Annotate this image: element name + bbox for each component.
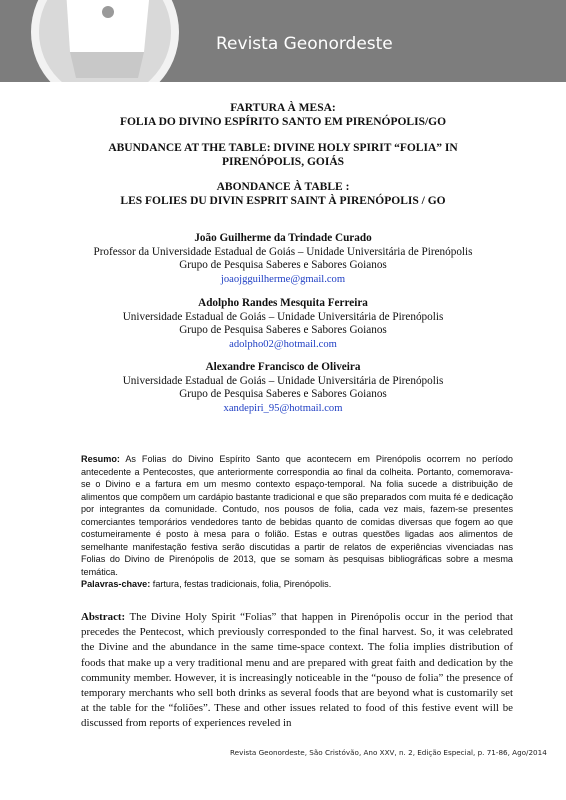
title-line: PIRENÓPOLIS, GOIÁS <box>221 156 345 168</box>
author-research-group: Grupo de Pesquisa Saberes e Sabores Goianos <box>179 388 387 401</box>
author-affiliation: Universidade Estadual de Goiás – Unidade Universitária de Pirenópolis <box>122 310 444 323</box>
author-block <box>40 297 526 351</box>
journal-logo-icon <box>0 0 200 82</box>
abstract-label: Abstract: <box>81 611 126 623</box>
page-footer: Revista Geonordeste, São Cristóvão, Ano XXV, n. 2, Edição Especial, p. 71-86, Ago/2014 <box>230 748 547 757</box>
author-email-link[interactable]: joaojgguilherme@gmail.com <box>220 273 346 285</box>
author-email-link[interactable]: adolpho02@hotmail.com <box>229 338 337 350</box>
resumo-text: As Folias do Divino Espírito Santo que acontecem em Pirenópolis ocorrem no período antecedente a Pentecostes, que anteriormente correspondia ao final da colheita. Portanto, comemorava-se o Divino e a fartura em um mesmo contexto espaço-temporal. Na folia sucede a distribuição de alimentos que compõem um cardápio bastante tradicional e que são preparados com muita fé e dedicação por integrantes da comunidade. Contudo, nos pousos de folia, cada vez mais, fazem-se presentes comerciantes temporários vendedores tanto de bebidas quanto de comidas diversas que fogem ao que costumeiramente é posto à mesa para o folião. Estas e outras questões ligadas aos alimentos de semelhante manifestação festiva serão discutidas a partir de relatos de experiências vivenciadas nas Folias do Divino de Pirenópolis de 2013, que se somam às pesquisas bibliográficas sobre a mesma temática. <box>81 454 513 577</box>
title-french <box>40 180 526 208</box>
author-name: João Guilherme da Trindade Curado <box>194 232 372 244</box>
title-line: ABUNDANCE AT THE TABLE: DIVINE HOLY SPIRIT “FOLIA” IN <box>108 142 458 154</box>
author-affiliation: Professor da Universidade Estadual de Goiás – Unidade Universitária de Pirenópolis <box>93 245 473 258</box>
title-line: LES FOLIES DU DIVIN ESPRIT SAINT À PIRENÓPOLIS / GO <box>120 195 446 207</box>
title-line: FOLIA DO DIVINO ESPÍRITO SANTO EM PIRENÓPOLIS/GO <box>119 116 447 128</box>
abstract-section <box>81 610 513 732</box>
author-block <box>40 232 526 286</box>
title-line: FARTURA À MESA: <box>230 102 336 114</box>
abstract-text: The Divine Holy Spirit “Folias” that happen in Pirenópolis occur in the period that precedes the Pentecost, which previously corresponded to the final harvest. So, it was celebrated the Divine and the abundance in the same time-space context. The folia implies distribution of foods that make up a very traditional menu and are prepared with great faith and dedication by the community member. However, it is increasingly noticeable in the “pouso de folia” the presence of temporary merchants who sell both drinks as several foods that are beyond what is customarily set at the table for the “foliões”. These and other issues related to food of this festive event will be discussed from reports of experiences reveled in <box>81 611 513 730</box>
title-english <box>40 141 526 169</box>
author-name: Adolpho Randes Mesquita Ferreira <box>198 297 368 309</box>
title-line: ABONDANCE À TABLE : <box>216 181 350 193</box>
resumo-label: Resumo: <box>81 454 120 464</box>
resumo-section <box>81 453 513 591</box>
journal-header-banner <box>0 0 566 82</box>
author-affiliation: Universidade Estadual de Goiás – Unidade Universitária de Pirenópolis <box>122 374 444 387</box>
keywords-label: Palavras-chave: <box>81 579 151 589</box>
author-email-link[interactable]: xandepiri_95@hotmail.com <box>223 402 343 414</box>
title-portuguese <box>40 101 526 129</box>
keywords-text: fartura, festas tradicionais, folia, Pirenópolis. <box>152 579 332 589</box>
author-research-group: Grupo de Pesquisa Saberes e Sabores Goianos <box>179 259 387 272</box>
author-research-group: Grupo de Pesquisa Saberes e Sabores Goianos <box>179 324 387 337</box>
author-name: Alexandre Francisco de Oliveira <box>205 361 361 373</box>
author-block <box>40 361 526 415</box>
journal-name: Revista Geonordeste <box>216 34 393 54</box>
